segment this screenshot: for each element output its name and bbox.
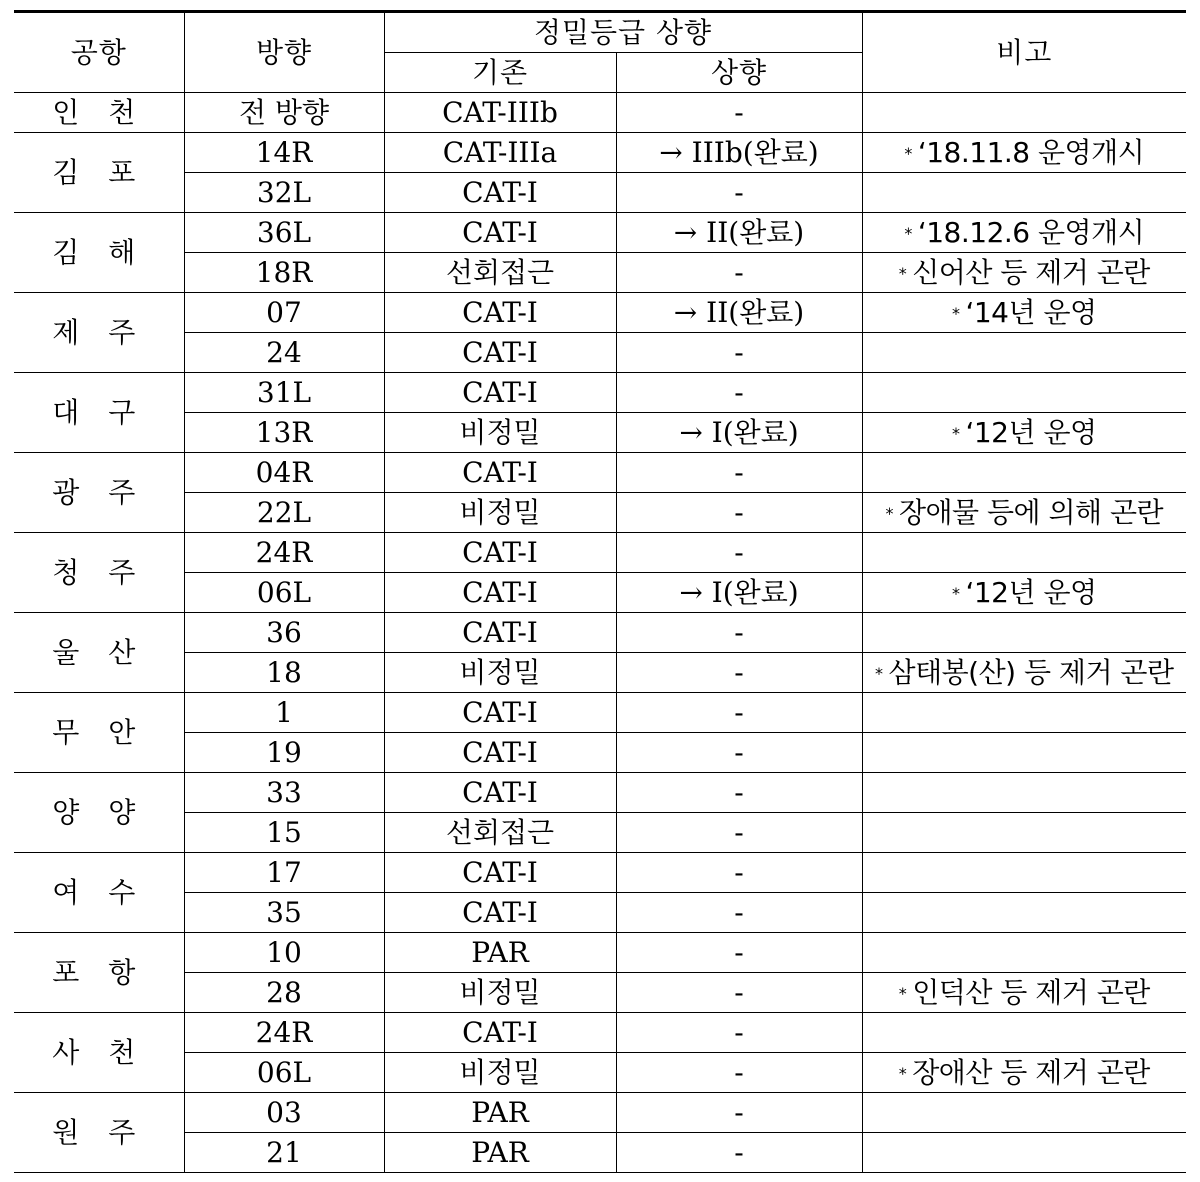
existing-grade: PAR	[384, 933, 616, 973]
runway-direction: 19	[184, 733, 384, 773]
runway-direction: 07	[184, 293, 384, 333]
asterisk-bullet-icon: *	[904, 223, 912, 243]
upgraded-grade: -	[616, 693, 862, 733]
runway-direction: 24R	[184, 1013, 384, 1053]
remark-cell	[862, 933, 1186, 973]
runway-direction: 14R	[184, 133, 384, 173]
runway-direction: 22L	[184, 493, 384, 533]
runway-direction: 1	[184, 693, 384, 733]
asterisk-bullet-icon: *	[885, 503, 893, 523]
table-row	[14, 533, 1186, 573]
remark-text: ‘18.11.8 운영개시	[917, 135, 1145, 169]
asterisk-bullet-icon: *	[951, 423, 960, 443]
table-row	[14, 1133, 1186, 1173]
upgraded-grade: -	[616, 93, 862, 133]
airport-name: 사 천	[14, 1013, 184, 1093]
header-existing: 기존	[384, 53, 616, 93]
existing-grade: CAT-I	[384, 893, 616, 933]
existing-grade: 비정밀	[384, 1053, 616, 1093]
upgraded-grade: → II(완료)	[616, 293, 862, 333]
remark-cell	[862, 1093, 1186, 1133]
upgraded-grade: -	[616, 453, 862, 493]
runway-precision-table	[14, 10, 1186, 1173]
upgraded-grade: → IIIb(완료)	[616, 133, 862, 173]
existing-grade: CAT-IIIa	[384, 133, 616, 173]
runway-direction: 03	[184, 1093, 384, 1133]
asterisk-bullet-icon: *	[875, 663, 883, 683]
existing-grade: CAT-I	[384, 693, 616, 733]
upgraded-grade: → I(완료)	[616, 573, 862, 613]
table-row	[14, 973, 1186, 1013]
asterisk-bullet-icon: *	[904, 143, 912, 163]
remark-text: 삼태봉(산) 등 제거 곤란	[888, 655, 1174, 689]
airport-name: 대 구	[14, 373, 184, 453]
remark-cell	[862, 213, 1186, 253]
airport-name: 인 천	[14, 93, 184, 133]
remark-text: 장애물 등에 의해 곤란	[898, 495, 1164, 529]
table-row	[14, 653, 1186, 693]
upgraded-grade: -	[616, 813, 862, 853]
airport-name: 포 항	[14, 933, 184, 1013]
upgraded-grade: -	[616, 853, 862, 893]
existing-grade: CAT-I	[384, 1013, 616, 1053]
existing-grade: CAT-I	[384, 573, 616, 613]
airport-name: 김 포	[14, 133, 184, 213]
remark-text: 인덕산 등 제거 곤란	[912, 975, 1150, 1009]
remark-cell	[862, 733, 1186, 773]
table-body	[14, 93, 1186, 1173]
upgraded-grade: -	[616, 973, 862, 1013]
upgraded-grade: -	[616, 653, 862, 693]
table-row	[14, 253, 1186, 293]
existing-grade: CAT-I	[384, 773, 616, 813]
remark-text: ‘18.12.6 운영개시	[917, 215, 1145, 249]
airport-name: 제 주	[14, 293, 184, 373]
remark-text: ‘12년 운영	[965, 575, 1097, 609]
upgraded-grade: -	[616, 173, 862, 213]
upgraded-grade: -	[616, 1133, 862, 1173]
asterisk-bullet-icon: *	[898, 263, 907, 283]
remark-cell	[862, 333, 1186, 373]
remark-cell	[862, 253, 1186, 293]
table-row	[14, 133, 1186, 173]
upgraded-grade: -	[616, 893, 862, 933]
table-row	[14, 693, 1186, 733]
airport-name: 김 해	[14, 213, 184, 293]
existing-grade: 비정밀	[384, 653, 616, 693]
runway-direction: 10	[184, 933, 384, 973]
runway-direction: 33	[184, 773, 384, 813]
remark-cell	[862, 693, 1186, 733]
upgraded-grade: -	[616, 933, 862, 973]
existing-grade: CAT-I	[384, 213, 616, 253]
runway-direction: 28	[184, 973, 384, 1013]
runway-direction: 06L	[184, 573, 384, 613]
existing-grade: CAT-I	[384, 853, 616, 893]
remark-text: 신어산 등 제거 곤란	[912, 255, 1150, 289]
table-row	[14, 573, 1186, 613]
airport-name: 원 주	[14, 1093, 184, 1173]
table-row	[14, 493, 1186, 533]
upgraded-grade: -	[616, 613, 862, 653]
existing-grade: CAT-I	[384, 293, 616, 333]
airport-name: 무 안	[14, 693, 184, 773]
existing-grade: PAR	[384, 1093, 616, 1133]
upgraded-grade: -	[616, 373, 862, 413]
upgraded-grade: -	[616, 733, 862, 773]
table-row	[14, 213, 1186, 253]
remark-cell	[862, 893, 1186, 933]
header-remarks: 비고	[862, 12, 1186, 93]
airport-name: 청 주	[14, 533, 184, 613]
existing-grade: CAT-I	[384, 733, 616, 773]
upgraded-grade: -	[616, 773, 862, 813]
remark-cell	[862, 173, 1186, 213]
runway-direction: 17	[184, 853, 384, 893]
table-row	[14, 893, 1186, 933]
remark-text: ‘12년 운영	[965, 415, 1097, 449]
upgraded-grade: -	[616, 1093, 862, 1133]
header-upgrade: 상향	[616, 53, 862, 93]
remark-cell	[862, 853, 1186, 893]
runway-direction: 36	[184, 613, 384, 653]
table-row	[14, 1093, 1186, 1133]
airport-name: 광 주	[14, 453, 184, 533]
table-row	[14, 933, 1186, 973]
airport-name: 양 양	[14, 773, 184, 853]
runway-direction: 31L	[184, 373, 384, 413]
runway-direction: 13R	[184, 413, 384, 453]
existing-grade: 비정밀	[384, 973, 616, 1013]
existing-grade: CAT-I	[384, 613, 616, 653]
remark-cell	[862, 533, 1186, 573]
existing-grade: CAT-IIIb	[384, 93, 616, 133]
table-row	[14, 173, 1186, 213]
table-header	[14, 12, 1186, 93]
remark-text: ‘14년 운영	[965, 295, 1097, 329]
header-airport: 공항	[14, 12, 184, 93]
table-row	[14, 373, 1186, 413]
table-row	[14, 1013, 1186, 1053]
airport-name: 울 산	[14, 613, 184, 693]
upgraded-grade: -	[616, 533, 862, 573]
remark-cell	[862, 653, 1186, 693]
existing-grade: CAT-I	[384, 533, 616, 573]
table-row	[14, 613, 1186, 653]
runway-direction: 24R	[184, 533, 384, 573]
remark-cell	[862, 413, 1186, 453]
remark-text: 장애산 등 제거 곤란	[912, 1055, 1150, 1089]
runway-direction: 35	[184, 893, 384, 933]
remark-cell	[862, 453, 1186, 493]
table-row	[14, 813, 1186, 853]
runway-direction: 06L	[184, 1053, 384, 1093]
remark-cell	[862, 93, 1186, 133]
header-upgrade-group: 정밀등급 상향	[384, 12, 862, 53]
runway-direction: 15	[184, 813, 384, 853]
upgraded-grade: -	[616, 333, 862, 373]
table-row	[14, 413, 1186, 453]
remark-cell	[862, 1133, 1186, 1173]
existing-grade: CAT-I	[384, 373, 616, 413]
existing-grade: 비정밀	[384, 413, 616, 453]
table-row	[14, 293, 1186, 333]
runway-direction: 36L	[184, 213, 384, 253]
remark-cell	[862, 813, 1186, 853]
remark-cell	[862, 133, 1186, 173]
existing-grade: CAT-I	[384, 333, 616, 373]
table-row	[14, 453, 1186, 493]
asterisk-bullet-icon: *	[951, 583, 960, 603]
table-row	[14, 1053, 1186, 1093]
existing-grade: 선회접근	[384, 253, 616, 293]
table-row	[14, 93, 1186, 133]
upgraded-grade: -	[616, 253, 862, 293]
remark-cell	[862, 973, 1186, 1013]
upgraded-grade: -	[616, 493, 862, 533]
table-row	[14, 733, 1186, 773]
upgraded-grade: -	[616, 1013, 862, 1053]
remark-cell	[862, 293, 1186, 333]
runway-direction: 04R	[184, 453, 384, 493]
remark-cell	[862, 1013, 1186, 1053]
remark-cell	[862, 573, 1186, 613]
header-direction: 방향	[184, 12, 384, 93]
remark-cell	[862, 493, 1186, 533]
remark-cell	[862, 613, 1186, 653]
remark-cell	[862, 773, 1186, 813]
remark-cell	[862, 373, 1186, 413]
airport-name: 여 수	[14, 853, 184, 933]
asterisk-bullet-icon: *	[898, 1063, 907, 1083]
runway-direction: 24	[184, 333, 384, 373]
existing-grade: 비정밀	[384, 493, 616, 533]
existing-grade: CAT-I	[384, 173, 616, 213]
runway-direction: 21	[184, 1133, 384, 1173]
runway-direction: 18R	[184, 253, 384, 293]
remark-cell	[862, 1053, 1186, 1093]
runway-direction: 전 방향	[184, 93, 384, 133]
upgraded-grade: → II(완료)	[616, 213, 862, 253]
table-row	[14, 773, 1186, 813]
table-row	[14, 853, 1186, 893]
existing-grade: 선회접근	[384, 813, 616, 853]
upgraded-grade: → I(완료)	[616, 413, 862, 453]
upgraded-grade: -	[616, 1053, 862, 1093]
asterisk-bullet-icon: *	[951, 303, 960, 323]
existing-grade: CAT-I	[384, 453, 616, 493]
asterisk-bullet-icon: *	[898, 983, 907, 1003]
runway-direction: 32L	[184, 173, 384, 213]
runway-direction: 18	[184, 653, 384, 693]
existing-grade: PAR	[384, 1133, 616, 1173]
table-row	[14, 333, 1186, 373]
